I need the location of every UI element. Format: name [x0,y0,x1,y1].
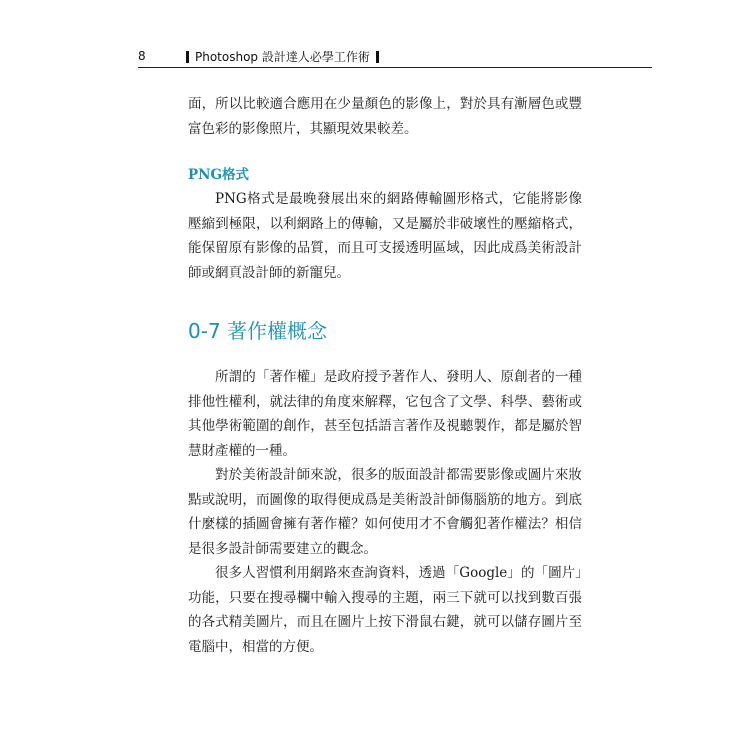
png-heading: PNG格式 [188,167,250,183]
png-paragraph: PNG格式是最晚發展出來的網路傳輸圖形格式，它能將影像壓縮到極限，以利網路上的傳輸，又是屬於非破壞性的壓縮格式，能保留原有影像的品質，而且可支援透明區域，因此成爲美術設計師或網頁設計師的新寵兒。 [188,191,582,281]
running-title-text: Photoshop 設計達人必學工作術 [195,50,370,64]
right-bar-ornament [376,51,379,63]
left-bar-ornament [186,51,189,63]
copyright-paragraph-2: 對於美術設計師來說，很多的版面設計都需要影像或圖片來妝點或說明，而圖像的取得便成爲是美術設計師傷腦筋的地方。到底什麼樣的插圖會擁有著作權？如何使用才不會觸犯著作權法？相信是很多設計師需要建立的觀念。 [188,467,582,557]
copyright-paragraph-1: 所謂的「著作權」是政府授予著作人、發明人、原創者的一種排他性權利，就法律的角度來解釋，它包含了文學、科學、藝術或其他學術範圍的創作，甚至包括語言著作及視聽製作，都是屬於智慧財產權的一種。 [188,369,582,459]
copyright-paragraph-3: 很多人習慣利用網路來查詢資料，透過「Google」的「圖片」功能，只要在搜尋欄中輸入搜尋的主題，兩三下就可以找到數百張的各式精美圖片，而且在圖片上按下滑鼠右鍵，就可以儲存圖片至電腦中，相當的方便。 [188,565,582,655]
section-title: 0-7 著作權概念 [188,319,328,343]
page-body [188,92,582,659]
page-header [138,47,652,68]
running-title [186,48,379,65]
page-number: 8 [138,49,146,63]
intro-paragraph: 面，所以比較適合應用在少量顏色的影像上，對於具有漸層色或豐富色彩的影像照片，其顯現效果較差。 [188,96,582,137]
